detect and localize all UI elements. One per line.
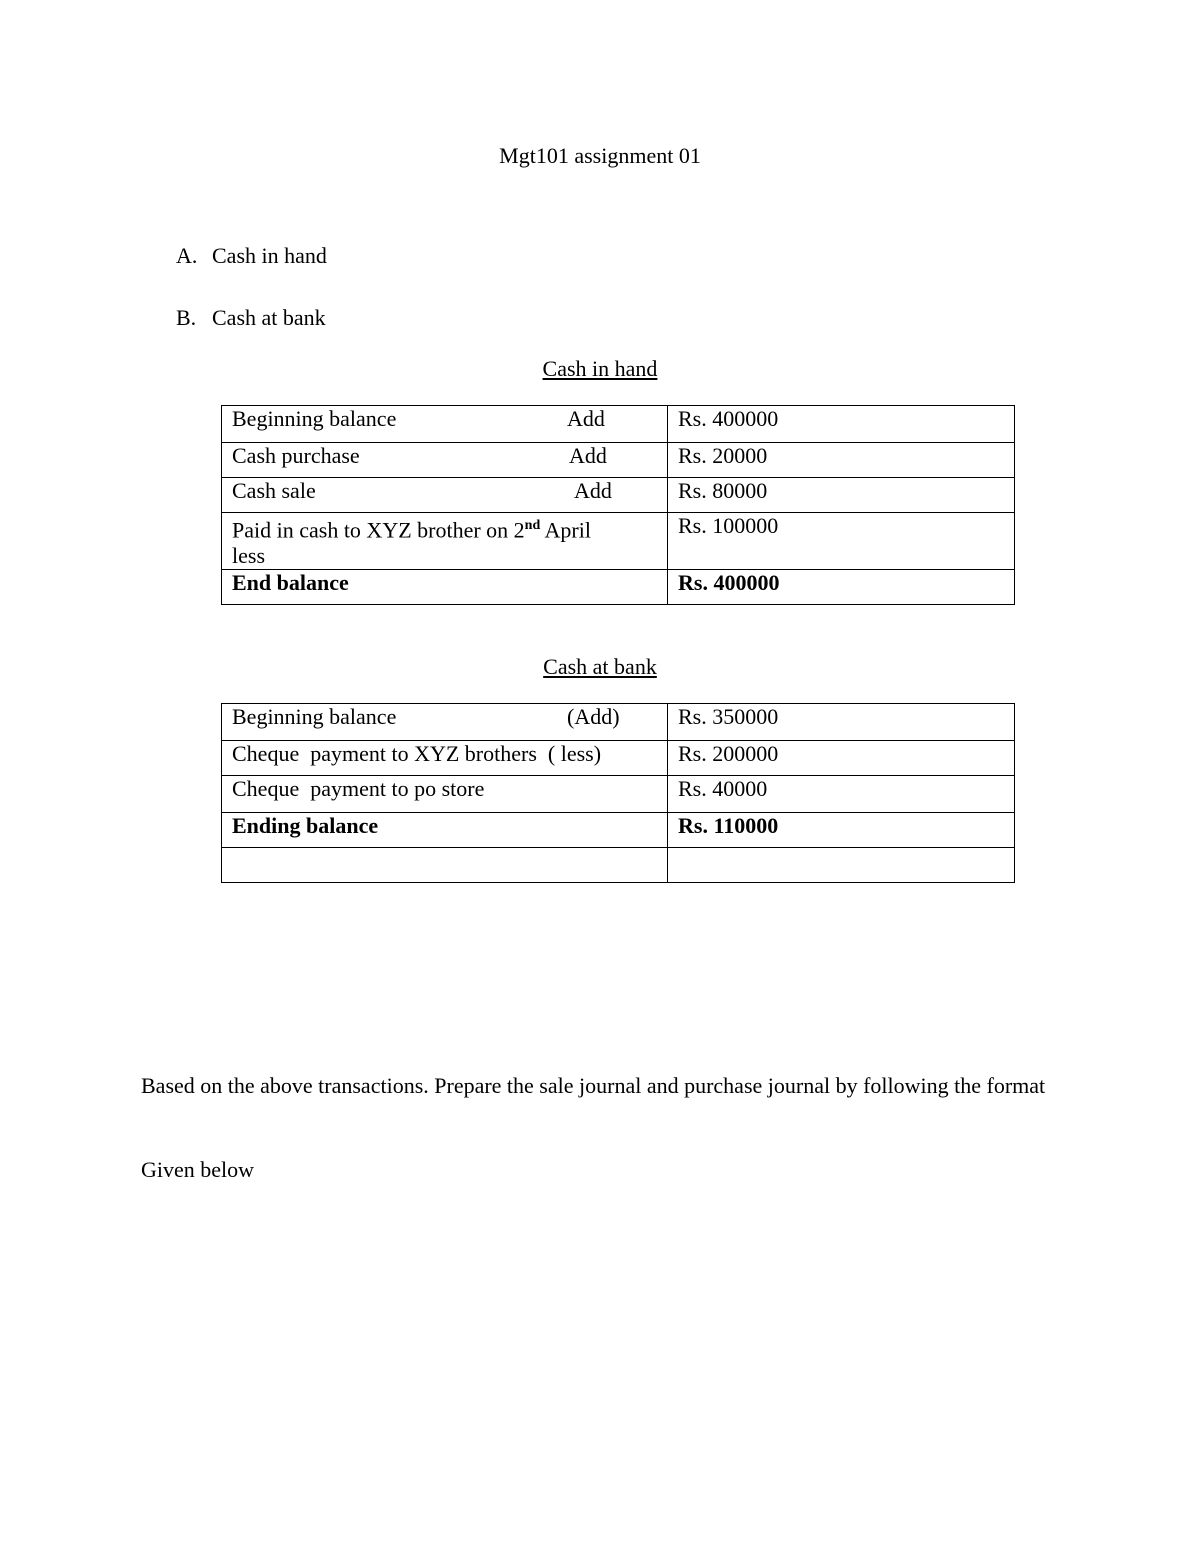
action-text: Add <box>569 443 607 468</box>
description-cell <box>222 704 668 741</box>
table-row <box>222 513 1015 570</box>
given-below-text: Given below <box>141 1157 255 1182</box>
table-row <box>222 741 1015 776</box>
amount-cell: Rs. 40000 <box>668 776 1015 813</box>
description-text: less <box>232 543 265 569</box>
empty-cell <box>222 848 668 883</box>
description-text: Cash purchase <box>232 443 360 468</box>
table-row <box>222 443 1015 478</box>
description-text: Beginning balance <box>232 704 397 729</box>
ordinal-suffix: nd <box>524 518 541 533</box>
cash-at-bank-heading: Cash at bank <box>543 654 657 679</box>
total-amount: Rs. 400000 <box>668 570 1015 605</box>
action-text: Add <box>567 406 605 431</box>
total-label: Ending balance <box>222 813 668 848</box>
amount-cell: Rs. 20000 <box>668 443 1015 478</box>
action-text: (Add) <box>567 704 620 729</box>
cash-in-hand-table <box>221 405 1015 605</box>
description-cell: Cheque payment to XYZ brothers ( less) <box>222 741 668 776</box>
description-cell <box>222 478 668 513</box>
description-cell <box>222 513 668 570</box>
description-text: April <box>540 517 591 543</box>
list-marker: B. <box>176 305 197 330</box>
description-cell <box>222 406 668 443</box>
table-row <box>222 776 1015 813</box>
total-row <box>222 813 1015 848</box>
total-amount: Rs. 110000 <box>668 813 1015 848</box>
table-row <box>222 406 1015 443</box>
description-cell: Cheque payment to po store <box>222 776 668 813</box>
empty-cell <box>668 848 1015 883</box>
total-label: End balance <box>222 570 668 605</box>
cash-at-bank-table <box>221 703 1015 883</box>
instruction-paragraph: Based on the above transactions. Prepare the sale journal and purchase journal by following the format <box>141 1073 1046 1098</box>
amount-cell: Rs. 400000 <box>668 406 1015 443</box>
document-title: Mgt101 assignment 01 <box>499 143 701 168</box>
amount-cell: Rs. 200000 <box>668 741 1015 776</box>
description-text: Beginning balance <box>232 406 397 431</box>
amount-cell: Rs. 350000 <box>668 704 1015 741</box>
list-item-cash-in-hand <box>176 242 327 270</box>
description-cell <box>222 443 668 478</box>
action-text: Add <box>574 478 612 503</box>
description-text: Paid in cash to XYZ brother on 2 <box>232 517 525 543</box>
list-marker: A. <box>176 243 198 268</box>
list-item-label: Cash at bank <box>212 305 326 330</box>
amount-cell: Rs. 100000 <box>668 513 1015 570</box>
table-row <box>222 478 1015 513</box>
empty-row <box>222 848 1015 883</box>
amount-cell: Rs. 80000 <box>668 478 1015 513</box>
total-row <box>222 570 1015 605</box>
list-item-cash-at-bank <box>176 304 326 332</box>
list-item-label: Cash in hand <box>212 243 327 268</box>
description-text: Cash sale <box>232 478 316 503</box>
cash-in-hand-heading: Cash in hand <box>542 356 658 381</box>
table-row <box>222 704 1015 741</box>
